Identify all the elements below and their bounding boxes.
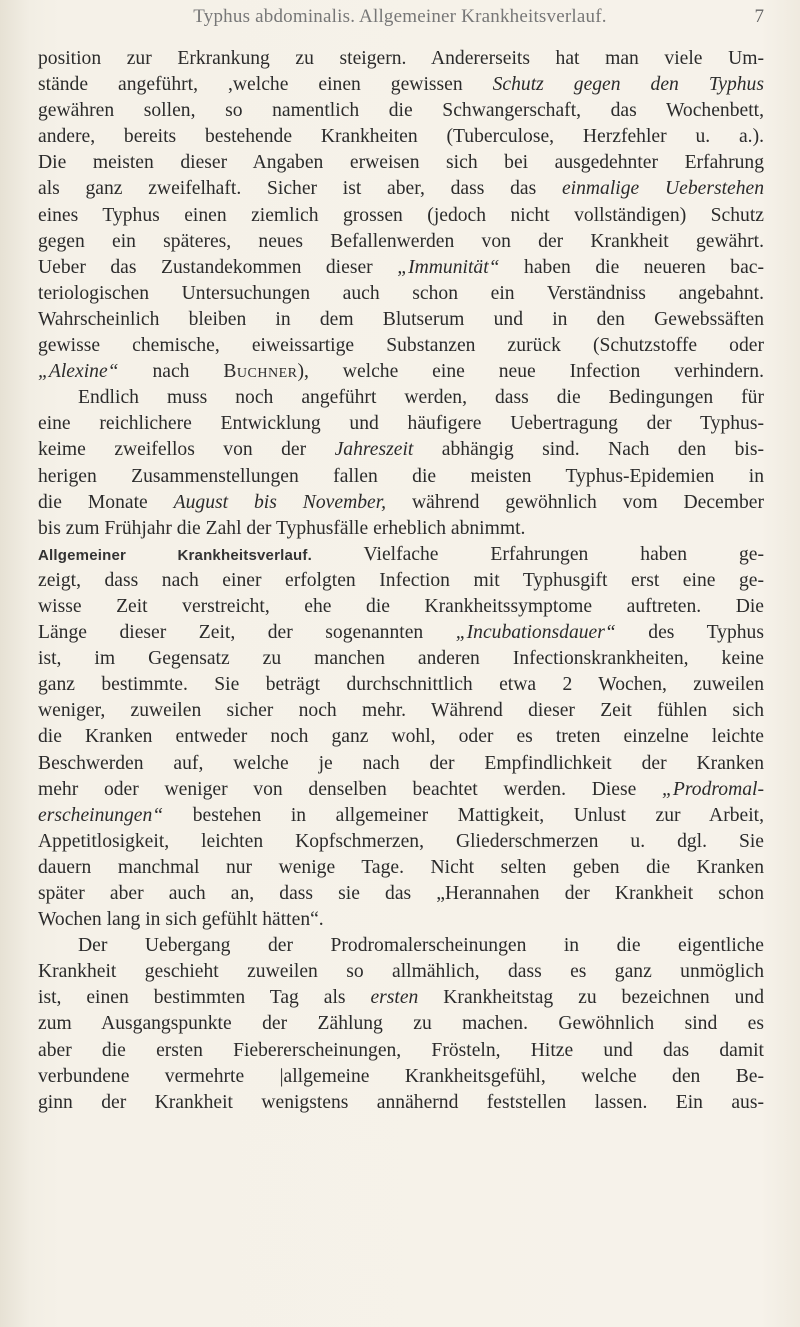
text-line (38, 698, 764, 724)
text-segment: „Prodromal- (662, 778, 764, 800)
text-line (38, 516, 764, 542)
text-segment: stände angeführt, ,welche einen gewissen (38, 74, 493, 96)
text-line (38, 333, 764, 359)
text-line (38, 72, 764, 98)
text-segment: herigen Zusammenstellungen fallen die meisten Typhus-Epidemien in (38, 465, 764, 487)
text-line (38, 855, 764, 881)
text-segment: während gewöhnlich vom December (386, 491, 764, 513)
text-line (38, 385, 764, 411)
text-segment: weniger, zuweilen sicher noch mehr. Während dieser Zeit fühlen sich (38, 700, 764, 722)
text-segment: „Immunität“ (397, 256, 500, 278)
text-line (38, 1038, 764, 1064)
text-segment: dauern manchmal nur wenige Tage. Nicht selten geben die Kranken (38, 856, 764, 878)
text-line (38, 568, 764, 594)
text-line (38, 229, 764, 255)
text-segment: ersten (370, 987, 419, 1009)
page-number: 7 (754, 6, 764, 27)
text-segment: Krankheit geschieht zuweilen so allmählich, dass es ganz unmöglich (38, 961, 764, 983)
text-line (38, 803, 764, 829)
text-segment: keime zweifellos von der (38, 439, 335, 461)
text-line (38, 881, 764, 907)
text-segment: die Kranken entweder noch ganz wohl, oder es treten einzelne leichte (38, 726, 764, 748)
text-segment: „Alexine“ (38, 361, 119, 383)
text-line (38, 359, 764, 385)
text-segment: erscheinungen“ (38, 804, 164, 826)
text-segment: Ueber das Zustandekommen dieser (38, 256, 398, 278)
text-segment: gegen ein späteres, neues Befallenwerden von der Krankheit gewährt. (38, 230, 764, 252)
text-segment: bis zum Frühjahr die Zahl der Typhusfälle erheblich abnimmt. (38, 517, 526, 539)
text-segment: ganz bestimmte. Sie beträgt durchschnittlich etwa 2 Wochen, zuweilen (38, 674, 764, 696)
text-segment: ginn der Krankheit wenigstens annähernd feststellen lassen. Ein aus- (38, 1091, 764, 1113)
section-run-in-heading: Allgemeiner Krankheitsverlauf. (38, 546, 312, 564)
text-segment: Wahrscheinlich bleiben in dem Blutserum und in den Gewebssäften (38, 308, 764, 330)
text-line (38, 777, 764, 803)
text-line (38, 829, 764, 855)
text-segment: eines Typhus einen ziemlich grossen (jedoch nicht vollständigen) Schutz (38, 204, 764, 226)
text-segment: August bis November, (173, 491, 387, 513)
text-segment: gewähren sollen, so namentlich die Schwangerschaft, das Wochenbett, (38, 100, 764, 122)
text-segment: die Monate (38, 491, 174, 513)
text-segment: gewisse chemische, eiweissartige Substanzen zurück (Schutzstoffe oder (38, 335, 764, 357)
text-segment: eine reichlichere Entwicklung und häufigere Uebertragung der Typhus- (38, 413, 764, 435)
text-line (38, 281, 764, 307)
text-line (38, 542, 764, 568)
text-segment: aber die ersten Fiebererscheinungen, Frösteln, Hitze und das damit (38, 1039, 764, 1061)
text-segment: andere, bereits bestehende Krankheiten (Tuberculose, Herzfehler u. a.). (38, 126, 764, 148)
text-segment: Appetitlosigkeit, leichten Kopfschmerzen, Gliederschmerzen u. dgl. Sie (38, 830, 764, 852)
text-segment: Die meisten dieser Angaben erweisen sich bei ausgedehnter Erfahrung (38, 152, 764, 174)
text-line (38, 464, 764, 490)
text-line (38, 98, 764, 124)
text-segment: Buchner (223, 361, 298, 383)
text-line (38, 672, 764, 698)
text-segment: wisse Zeit verstreicht, ehe die Krankheitssymptome auftreten. Die (38, 595, 764, 617)
body-text (38, 46, 764, 1116)
text-segment: verbundene vermehrte |allgemeine Krankheitsgefühl, welche den Be- (38, 1065, 764, 1087)
text-segment: haben die neueren bac- (499, 256, 764, 278)
text-segment: später aber auch an, dass sie das „Herannahen der Krankheit schon (38, 883, 764, 904)
text-segment: zeigt, dass nach einer erfolgten Infection mit Typhusgift erst eine ge- (38, 569, 764, 591)
text-segment: position zur Erkrankung zu steigern. Andererseits hat man viele Um- (38, 48, 764, 69)
text-line (38, 307, 764, 333)
text-segment: Beschwerden auf, welche je nach der Empfindlichkeit der Kranken (38, 752, 764, 774)
text-segment: abhängig sind. Nach den bis- (413, 439, 764, 461)
text-segment: mehr oder weniger von denselben beachtet werden. Diese (38, 778, 663, 800)
page-header (36, 6, 764, 36)
text-line (38, 490, 764, 516)
text-line (38, 620, 764, 646)
text-segment: Wochen lang in sich gefühlt hätten“. (38, 909, 324, 931)
text-segment: Schutz gegen den Typhus (492, 74, 764, 96)
text-segment: Vielfache Erfahrungen haben ge- (311, 543, 764, 565)
text-segment: Krankheitstag zu bezeichnen und (418, 987, 764, 1009)
text-segment: bestehen in allgemeiner Mattigkeit, Unlust zur Arbeit, (163, 804, 764, 826)
text-line (38, 176, 764, 202)
text-segment: ist, einen bestimmten Tag als (38, 987, 371, 1009)
text-line (38, 594, 764, 620)
text-line (38, 411, 764, 437)
text-line (38, 255, 764, 281)
text-line (38, 933, 764, 959)
text-segment: teriologischen Untersuchungen auch schon ein Verständniss angebahnt. (38, 282, 764, 304)
text-segment: „Incubationsdauer“ (455, 622, 616, 644)
text-line (38, 1090, 764, 1116)
text-segment: ist, im Gegensatz zu manchen anderen Infectionskrankheiten, keine (38, 648, 764, 670)
text-segment: ), welche eine neue Infection verhindern. (297, 361, 764, 383)
text-segment: als ganz zweifelhaft. Sicher ist aber, dass das (38, 178, 562, 200)
text-segment: Der Uebergang der Prodromalerscheinungen in die eigentliche (78, 935, 764, 957)
text-segment: Länge dieser Zeit, der sogenannten (38, 622, 456, 644)
text-segment: des Typhus (615, 622, 764, 644)
text-line (38, 985, 764, 1011)
text-line (38, 124, 764, 150)
text-segment: Endlich muss noch angeführt werden, dass die Bedingungen für (78, 387, 764, 409)
text-segment: zum Ausgangspunkte der Zählung zu machen. Gewöhnlich sind es (38, 1013, 764, 1035)
text-line (38, 724, 764, 750)
text-line (38, 437, 764, 463)
text-segment: Jahreszeit (334, 439, 414, 461)
text-line (38, 150, 764, 176)
text-line (38, 646, 764, 672)
text-line (38, 203, 764, 229)
text-line (38, 1064, 764, 1090)
text-line (38, 959, 764, 985)
running-title: Typhus abdominalis. Allgemeiner Krankheitsverlauf. (193, 6, 607, 27)
text-line (38, 751, 764, 777)
text-line (38, 907, 764, 933)
text-line (38, 46, 764, 72)
text-line (38, 1011, 764, 1037)
text-segment: einmalige Ueberstehen (561, 178, 764, 200)
text-segment: nach (118, 361, 224, 383)
